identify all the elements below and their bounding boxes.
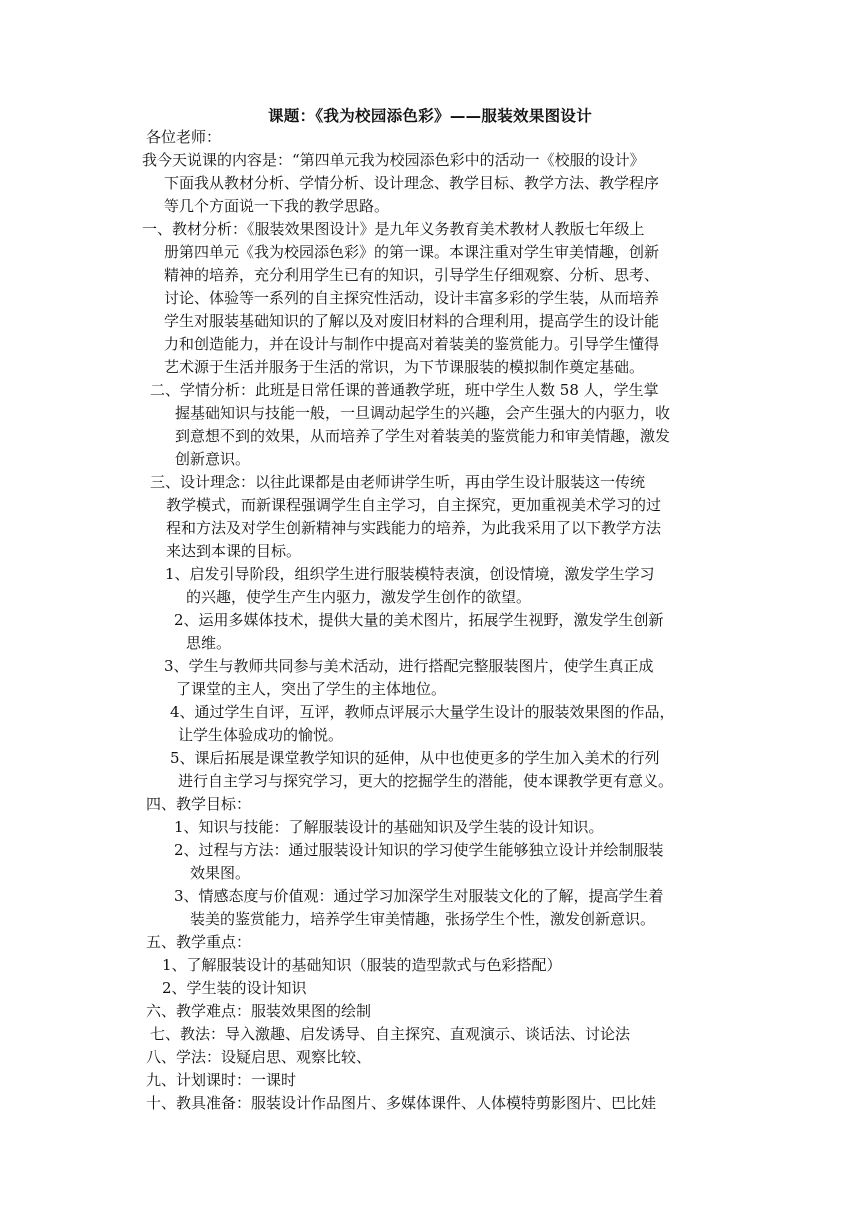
text-line: 精神的培养，充分利用学生已有的知识，引导学生仔细观察、分析、思考、	[164, 266, 660, 284]
text-line: 1、知识与技能：了解服装设计的基础知识及学生装的设计知识。	[174, 818, 604, 836]
document-title: 课题：《我为校园添色彩》——服装效果图设计	[267, 107, 593, 125]
text-line: 学生对服装基础知识的了解以及对废旧材料的合理利用，提高学生的设计能	[164, 312, 660, 330]
text-line: 的兴趣，使学生产生内驱力，激发学生创作的欲望。	[186, 588, 532, 606]
text-line: 了课堂的主人，突出了学生的主体地位。	[176, 680, 447, 698]
text-line: 2、运用多媒体技术，提供大量的美术图片，拓展学生视野，激发学生创新	[174, 611, 664, 629]
text-line: 让学生体验成功的愉悦。	[178, 726, 344, 744]
text-line: 讨论、体验等一系列的自主探究性活动，设计丰富多彩的学生装，从而培养	[164, 289, 660, 307]
text-line: 1、启发引导阶段，组织学生进行服装模特表演，创设情境，激发学生学习	[165, 565, 655, 583]
text-line: 1、了解服装设计的基础知识（服装的造型款式与色彩搭配）	[162, 956, 562, 974]
text-line: 程和方法及对学生创新精神与实践能力的培养，为此我采用了以下教学方法	[166, 519, 662, 537]
text-line: 效果图。	[190, 864, 251, 882]
text-line: 握基础知识与技能一般，一旦调动起学生的兴趣，会产生强大的内驱力，收	[175, 404, 671, 422]
text-line: 进行自主学习与探究学习，更大的挖掘学生的潜能，使本课教学更有意义。	[178, 772, 674, 790]
text-line: 六、教学难点：服装效果图的绘制	[146, 1002, 372, 1020]
text-line: 3、学生与教师共同参与美术活动，进行搭配完整服装图片，使学生真正成	[164, 657, 654, 675]
text-line: 册第四单元《我为校园添色彩》的第一课。本课注重对学生审美情趣，创新	[164, 243, 660, 261]
text-line: 三、设计理念：以往此课都是由老师讲学生听，再由学生设计服装这一传统	[150, 473, 646, 491]
text-line: 教学模式，而新课程强调学生自主学习，自主探究，更加重视美术学习的过	[166, 496, 662, 514]
text-line: 七、教法：导入激趣、启发诱导、自主探究、直观演示、谈话法、讨论法	[150, 1025, 631, 1043]
text-line: 到意想不到的效果，从而培养了学生对着装美的鉴赏能力和审美情趣，激发	[175, 427, 671, 445]
text-line: 2、学生装的设计知识	[162, 979, 307, 997]
text-line: 十、教具准备：服装设计作品图片、多媒体课件、人体模特剪影图片、巴比娃	[146, 1094, 657, 1112]
text-line: 装美的鉴赏能力，培养学生审美情趣，张扬学生个性，激发创新意识。	[190, 910, 656, 928]
text-line: 2、过程与方法：通过服装设计知识的学习使学生能够独立设计并绘制服装	[174, 841, 664, 859]
text-line: 四、教学目标：	[146, 795, 252, 813]
text-line: 思维。	[186, 634, 232, 652]
text-line: 我今天说课的内容是：“第四单元我为校园添色彩中的活动一《校服的设计》	[142, 151, 645, 169]
text-line: 八、学法：设疑启思、观察比较、	[146, 1048, 372, 1066]
text-line: 创新意识。	[175, 450, 251, 468]
text-line: 等几个方面说一下我的教学思路。	[164, 197, 390, 215]
text-line: 艺术源于生活并服务于生活的常识，为下节课服装的模拟制作奠定基础。	[164, 358, 645, 376]
text-line: 5、课后拓展是课堂教学知识的延伸，从中也使更多的学生加入美术的行列	[170, 749, 660, 767]
text-line: 九、计划课时：一课时	[146, 1071, 297, 1089]
text-line: 4、通过学生自评，互评，教师点评展示大量学生设计的服装效果图的作品，	[170, 703, 675, 721]
text-line: 二、学情分析：此班是日常任课的普通教学班，班中学生人数 58 人，学生掌	[150, 381, 659, 399]
text-line: 一、教材分析：《服装效果图设计》是九年义务教育美术教材人教版七年级上	[142, 220, 645, 238]
text-line: 来达到本课的目标。	[166, 542, 302, 560]
text-line: 各位老师：	[146, 128, 222, 146]
text-line: 五、教学重点：	[146, 933, 252, 951]
text-line: 3、情感态度与价值观：通过学习加深学生对服装文化的了解，提高学生着	[174, 887, 664, 905]
text-line: 力和创造能力，并在设计与制作中提高对着装美的鉴赏能力。引导学生懂得	[164, 335, 660, 353]
text-line: 下面我从教材分析、学情分析、设计理念、教学目标、教学方法、教学程序	[164, 174, 660, 192]
